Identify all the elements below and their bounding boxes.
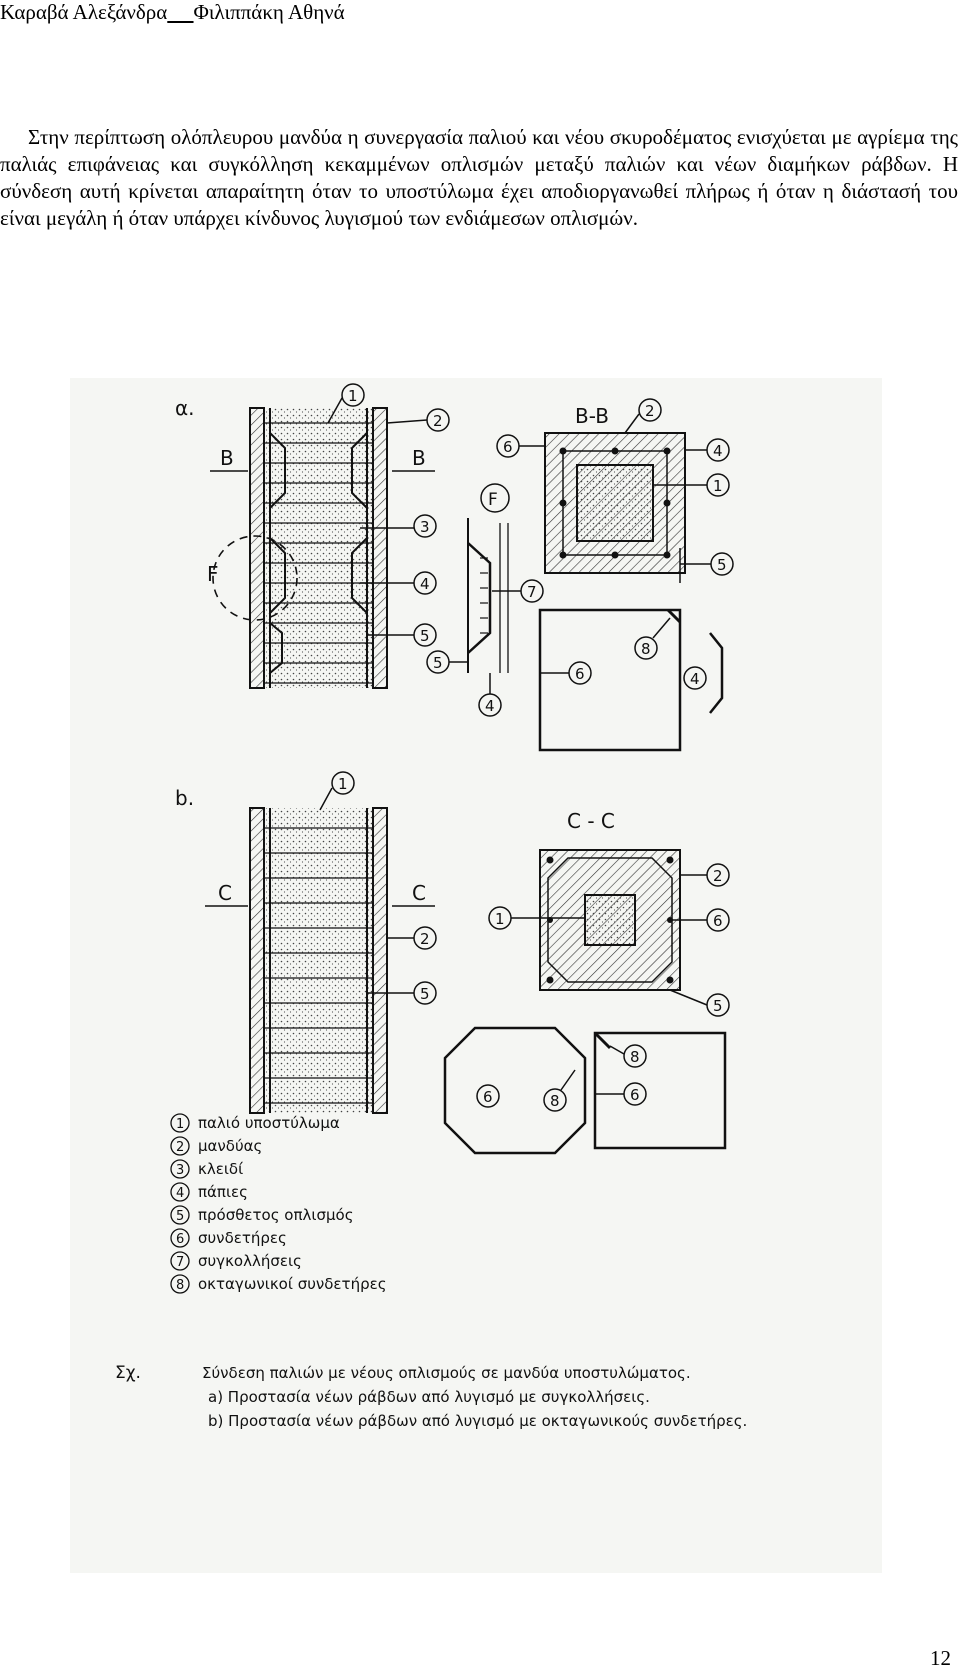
svg-text:8: 8: [641, 640, 651, 658]
svg-text:1: 1: [348, 387, 358, 405]
svg-text:οκταγωνικοί συνδετήρες: οκταγωνικοί συνδετήρες: [198, 1275, 387, 1293]
caption-line-b: b) Προστασία νέων ράβδων από λυγισμό με οκταγωνικούς συνδετήρες.: [208, 1412, 748, 1430]
detail-f-label: F: [488, 490, 498, 510]
part-b-label: b.: [175, 786, 195, 810]
square-tie-b: [595, 1033, 725, 1148]
figure-caption: [115, 1363, 747, 1430]
label-b-right: B: [412, 446, 426, 470]
page-number: 12: [930, 1646, 951, 1670]
svg-text:πρόσθετος οπλισμός: πρόσθετος οπλισμός: [198, 1206, 354, 1224]
svg-text:8: 8: [550, 1092, 560, 1110]
svg-text:6: 6: [575, 665, 585, 683]
column-b-elevation: [250, 808, 387, 1113]
svg-text:2: 2: [645, 402, 655, 420]
svg-text:1: 1: [495, 910, 505, 928]
svg-text:πάπιες: πάπιες: [198, 1183, 248, 1201]
octagonal-tie: [445, 1028, 585, 1153]
svg-text:συγκολλήσεις: συγκολλήσεις: [198, 1252, 302, 1270]
figure-drawing: [70, 378, 882, 1573]
svg-text:συνδετήρες: συνδετήρες: [198, 1229, 287, 1247]
paragraph-text: Στην περίπτωση ολόπλευρου μανδύα η συνεργασία παλιού και νέου σκυροδέματος ενισχύεται με αγρίεμα της παλιάς επιφάνειας και συγκόλληση κεκαμμένων οπλισμών μεταξύ παλιών και νέων διαμήκων ράβδων. Η σύνδεση αυτή κρίνεται απαραίτητη όταν το υποστύλωμα έχει αποδιοργανωθεί πλήρως ή όταν η διάστασή του είναι μεγάλη ή όταν υπάρχει κίνδυνος λυγισμού των ενδιάμεσων οπλισμών.: [0, 125, 958, 230]
legend-item: [171, 1160, 243, 1178]
column-a-elevation: [250, 408, 387, 688]
svg-text:7: 7: [527, 583, 537, 601]
part-a-label: α.: [175, 396, 195, 420]
svg-text:5: 5: [713, 997, 723, 1015]
svg-text:4: 4: [713, 442, 723, 460]
svg-text:5: 5: [176, 1209, 185, 1224]
page-header: [0, 0, 345, 25]
author-name-2: Φιλιππάκη Αθηνά: [193, 0, 345, 24]
svg-text:6: 6: [713, 912, 723, 930]
caption-line-a: a) Προστασία νέων ράβδων από λυγισμό με συγκολλήσεις.: [208, 1388, 650, 1406]
legend-item: [171, 1275, 387, 1293]
legend-item: [171, 1252, 302, 1270]
section-cc-label: C - C: [567, 809, 615, 833]
svg-text:6: 6: [503, 438, 513, 456]
bent-bar-detail: [684, 633, 722, 713]
legend-item: [171, 1114, 340, 1132]
svg-text:6: 6: [176, 1232, 185, 1247]
svg-text:1: 1: [176, 1117, 185, 1132]
svg-text:5: 5: [420, 627, 430, 645]
svg-text:1: 1: [713, 477, 723, 495]
svg-text:3: 3: [176, 1163, 185, 1178]
svg-text:6: 6: [630, 1086, 640, 1104]
svg-text:4: 4: [485, 697, 495, 715]
svg-text:2: 2: [176, 1140, 185, 1155]
svg-text:1: 1: [338, 775, 348, 793]
svg-text:5: 5: [420, 985, 430, 1003]
svg-text:8: 8: [630, 1048, 640, 1066]
body-paragraph: [0, 124, 958, 232]
svg-text:5: 5: [433, 654, 443, 672]
author-name-1: Καραβά Αλεξάνδρα: [0, 0, 168, 24]
svg-text:παλιό υποστύλωμα: παλιό υποστύλωμα: [198, 1114, 340, 1132]
svg-text:7: 7: [176, 1255, 185, 1270]
section-bb: [497, 399, 733, 583]
label-c-right: C: [412, 881, 426, 905]
svg-text:6: 6: [483, 1088, 493, 1106]
legend-item: [171, 1229, 287, 1247]
svg-text:5: 5: [717, 556, 727, 574]
svg-text:2: 2: [433, 412, 443, 430]
section-cc: [489, 850, 729, 1016]
square-tie-a: [540, 610, 680, 750]
label-b-left: B: [220, 446, 234, 470]
svg-text:2: 2: [420, 930, 430, 948]
svg-text:κλειδί: κλειδί: [198, 1160, 244, 1178]
figure-legend: [171, 1114, 387, 1293]
svg-text:4: 4: [690, 670, 700, 688]
legend-item: [171, 1183, 248, 1201]
svg-text:μανδύας: μανδύας: [198, 1137, 263, 1155]
detail-f: [427, 484, 543, 716]
caption-title: Σύνδεση παλιών με νέους οπλισμούς σε μανδύα υποστυλώματος.: [202, 1364, 691, 1382]
svg-text:4: 4: [420, 575, 430, 593]
section-bb-label: B-B: [575, 404, 609, 428]
figure-scan: [70, 378, 882, 1573]
svg-text:8: 8: [176, 1278, 185, 1293]
label-f: F: [207, 562, 219, 586]
caption-prefix: Σχ.: [115, 1363, 141, 1383]
svg-text:4: 4: [176, 1186, 185, 1201]
legend-item: [171, 1206, 354, 1224]
label-c-left: C: [218, 881, 232, 905]
legend-item: [171, 1137, 262, 1155]
svg-text:3: 3: [420, 518, 430, 536]
svg-text:2: 2: [713, 867, 723, 885]
